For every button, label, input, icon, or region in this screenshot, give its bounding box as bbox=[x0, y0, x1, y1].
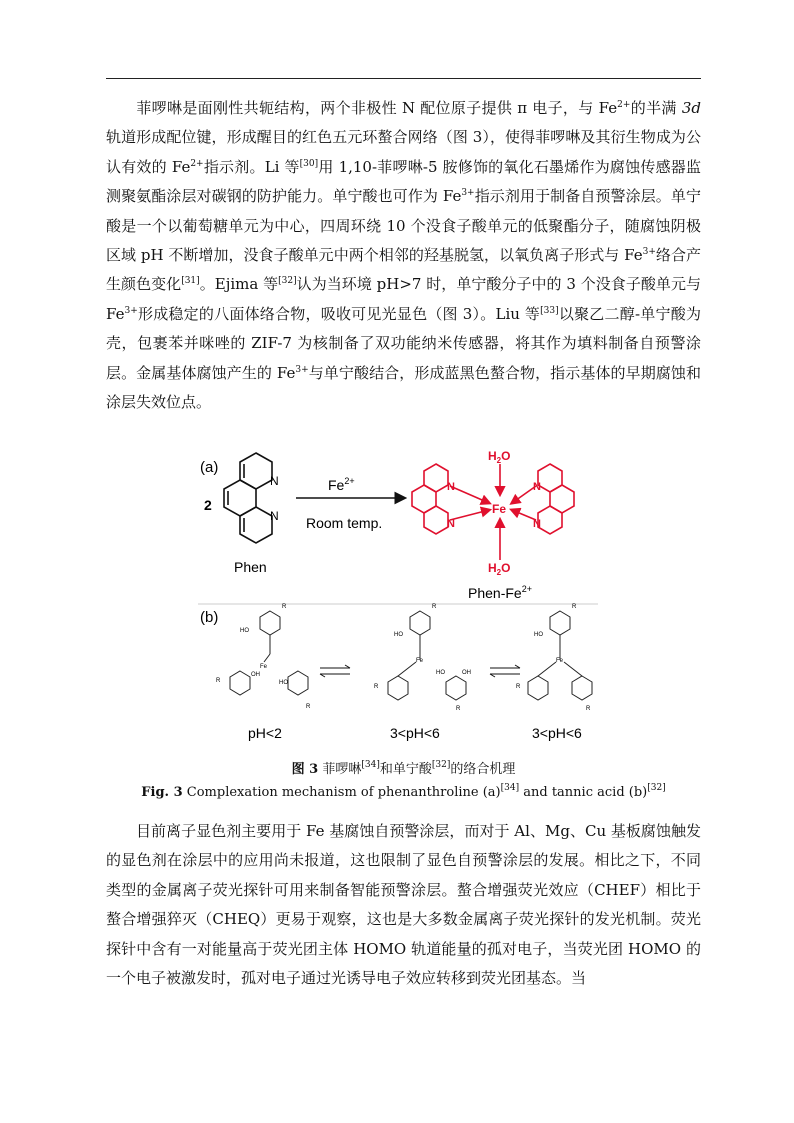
body-paragraph-2: 目前离子显色剂主要用于 Fe 基腐蚀自预警涂层，而对于 Al、Mg、Cu 基板腐蚀触发的显色剂在涂层中的应用尚未报道，这也限制了显色自预警涂层的发展。相比之下，不同类型的金属离子荧光探针可用来制备智能预警涂层。螯合增强荧光效应（CHEF）相比于螯合增强猝灭（CHEQ）更易于观察，这也是大多数金属离子荧光探针的发光机制。荧光探针中含有一对能量高于荧光团主体 HOMO 轨道能量的孤对电子，当荧光团 HOMO 的一个电子被激发时，孤对电子通过光诱导电子效应转移到荧光团基态。当 bbox=[106, 822, 701, 988]
phen-n1: N bbox=[270, 474, 279, 488]
water-bottom: $H_2O$ bbox=[488, 561, 511, 577]
reaction-condition: Room temp. bbox=[306, 515, 383, 531]
panel-a-label: (a) bbox=[200, 459, 219, 476]
reactant-label: Phen bbox=[234, 559, 267, 575]
phenanthroline-structure bbox=[224, 453, 272, 543]
panel-b-label: (b) bbox=[200, 609, 219, 626]
tannic-species-2 bbox=[374, 604, 471, 712]
svg-text:R: R bbox=[572, 604, 577, 610]
stoich-coefficient: 2 bbox=[204, 497, 212, 513]
b-condition-3: 3<pH<6 bbox=[532, 725, 582, 741]
complex-n4: N bbox=[533, 518, 541, 530]
complex-n3: N bbox=[533, 481, 541, 493]
phen-fe-complex bbox=[412, 449, 574, 577]
svg-text:R: R bbox=[282, 604, 287, 610]
complex-n2: N bbox=[447, 518, 455, 530]
caption-en: Fig. 3 Complexation mechanism of phenanthroline (a)[34] and tannic acid (b)[32] bbox=[141, 783, 666, 800]
svg-text:Fe: Fe bbox=[416, 658, 424, 664]
svg-text:OH: OH bbox=[251, 672, 260, 678]
svg-text:Fe: Fe bbox=[260, 664, 268, 670]
svg-text:R: R bbox=[306, 704, 311, 710]
tannic-species-3 bbox=[516, 604, 592, 712]
svg-text:R: R bbox=[456, 706, 461, 712]
svg-text:R: R bbox=[216, 678, 221, 684]
complex-n1: N bbox=[447, 481, 455, 493]
svg-text:R: R bbox=[516, 684, 521, 690]
tannic-species-1 bbox=[216, 604, 311, 710]
svg-text:Fe: Fe bbox=[556, 658, 564, 664]
figure-3 bbox=[198, 448, 598, 748]
phen-n2: N bbox=[270, 509, 279, 523]
svg-text:R: R bbox=[374, 684, 379, 690]
body-paragraph-1: 菲啰啉是面刚性共轭结构，两个非极性 N 配位原子提供 π 电子，与 $Fe^{2+}$的半满 3d 轨道形成配位键，形成醒目的红色五元环螯合网络（图 3），使得菲啰啉及其衍生物成为公认有效的 $Fe^{2+}$指示剂。Li 等[30]用 1,10-菲啰啉-5 胺修饰的氧化石墨烯作为腐蚀传感器监测聚氨酯涂层对碳钢的防护能力。单宁酸也可作为 $Fe^{3+}$指示剂用于制备自预警涂层。单宁酸是一个以葡萄糖单元为中心，四周环绕 10 个没食子酸单元的低聚酯分子，随腐蚀阴极区域 pH 不断增加，没食子酸单元中两个相邻的羟基脱氢，以氧负离子形式与 $Fe^{3+}$络合产生颜色变化[31]。Ejima 等[32]认为当环境 pH>7 时，单宁酸分子中的 3 个没食子酸单元与 $Fe^{3+}$形成稳定的八面体络合物，吸收可见光显色（图 3）。Liu 等[33]以聚乙二醇-单宁酸为壳，包裹苯并咪唑的 ZIF-7 为核制备了双功能纳米传感器，将其作为填料制备自预警涂层。金属基体腐蚀产生的 $Fe^{3+}$与单宁酸结合，形成蓝黑色螯合物，指示基体的早期腐蚀和涂层失效位点。 bbox=[106, 99, 702, 412]
svg-text:HO: HO bbox=[279, 680, 288, 686]
svg-text:R: R bbox=[586, 706, 591, 712]
eq-arrows-2 bbox=[490, 665, 520, 677]
svg-text:HO: HO bbox=[436, 670, 445, 676]
water-top: $H_2O$ bbox=[488, 449, 511, 465]
svg-text:R: R bbox=[432, 604, 437, 610]
svg-text:HO: HO bbox=[240, 628, 249, 634]
header-rule bbox=[106, 78, 701, 79]
eq-arrows-1 bbox=[320, 665, 350, 677]
svg-text:HO: HO bbox=[394, 632, 403, 638]
caption-cn: 图 3 菲啰啉[34]和单宁酸[32]的络合机理 bbox=[291, 760, 516, 777]
svg-text:OH: OH bbox=[462, 670, 471, 676]
product-label: Phen-$Fe^{2+}$ bbox=[468, 584, 532, 601]
b-condition-1: pH<2 bbox=[248, 725, 282, 741]
reagent: $Fe^{2+}$ bbox=[328, 476, 355, 493]
b-condition-2: 3<pH<6 bbox=[390, 725, 440, 741]
fe-center: Fe bbox=[492, 502, 507, 516]
svg-text:HO: HO bbox=[534, 632, 543, 638]
